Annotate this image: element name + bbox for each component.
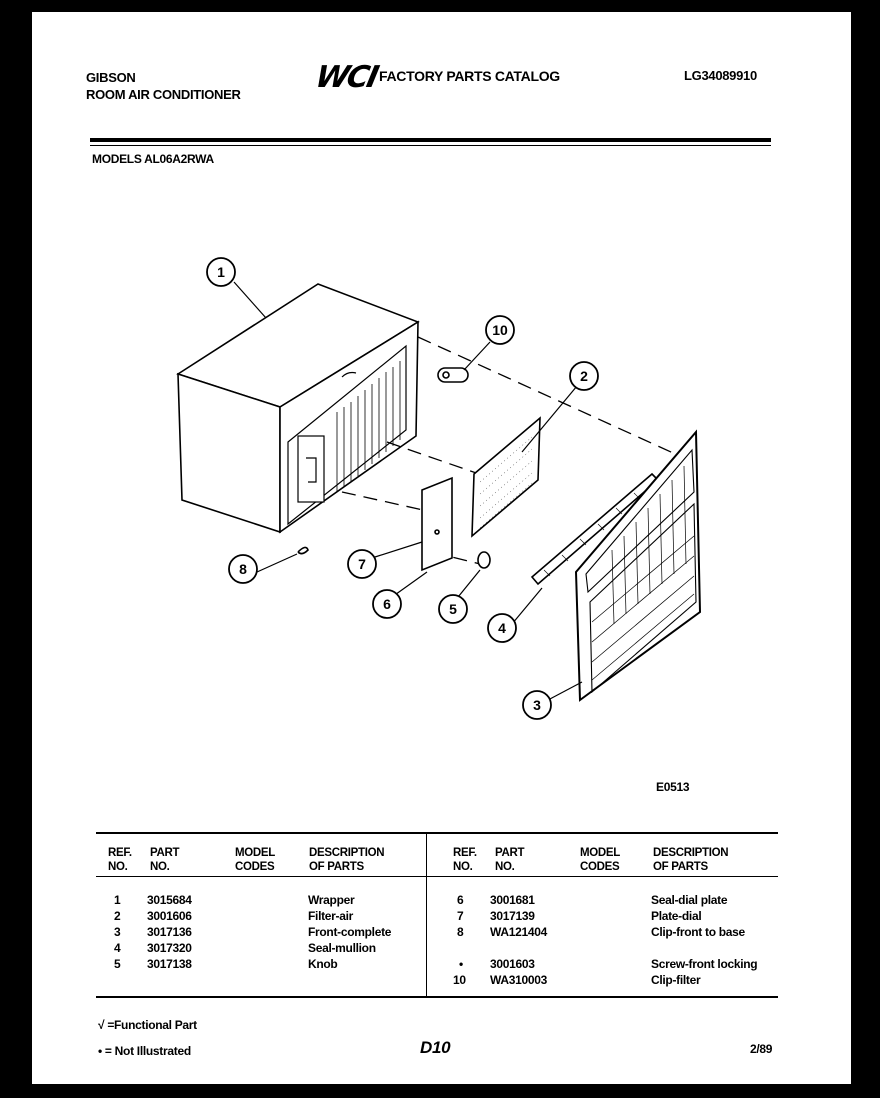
row-part: 3017138 <box>147 957 192 971</box>
brand-name: GIBSON <box>86 70 136 85</box>
table-divider <box>426 832 427 997</box>
product-type: ROOM AIR CONDITIONER <box>86 87 241 102</box>
row-ref: 1 <box>114 893 121 907</box>
knob-part <box>478 552 490 568</box>
page-code: D10 <box>420 1038 451 1057</box>
row-part: 3017139 <box>490 909 535 923</box>
table-bottom-rule <box>96 996 778 998</box>
row-desc: Front-complete <box>308 925 392 939</box>
callout-label-1: 1 <box>217 264 225 280</box>
leader-10 <box>464 342 490 370</box>
callout-label-2: 2 <box>580 368 588 384</box>
row-desc: Plate-dial <box>651 909 702 923</box>
row-ref: 6 <box>457 893 464 907</box>
row-desc: Clip-front to base <box>651 925 745 939</box>
callout-label-5: 5 <box>449 601 457 617</box>
row-desc: Clip-filter <box>651 973 701 987</box>
row-part: WA310003 <box>490 973 547 987</box>
catalog-number: LG34089910 <box>684 68 757 83</box>
wci-logo: WCI <box>312 60 381 95</box>
callout-label-6: 6 <box>383 596 391 612</box>
leader-3 <box>548 682 582 700</box>
callout-label-10: 10 <box>492 322 508 338</box>
row-ref: 4 <box>114 941 121 955</box>
table-top-rule <box>96 832 778 834</box>
row-desc: Screw-front locking <box>651 957 758 971</box>
row-desc: Seal-mullion <box>308 941 376 955</box>
callout-label-7: 7 <box>358 556 366 572</box>
catalog-title: FACTORY PARTS CATALOG <box>379 68 560 84</box>
clip-front-part <box>298 547 308 553</box>
row-desc: Knob <box>308 957 338 971</box>
leader-1 <box>234 282 266 318</box>
row-part: 3001681 <box>490 893 535 907</box>
not-illustrated-note: • = Not Illustrated <box>98 1044 191 1058</box>
ref-header: REF. NO. <box>453 847 477 873</box>
row-ref: 7 <box>457 909 464 923</box>
part-header: PART NO. <box>495 847 525 873</box>
desc-header: DESCRIPTION OF PARTS <box>309 847 385 873</box>
row-ref: • <box>459 957 463 971</box>
row-part: 3017136 <box>147 925 192 939</box>
row-part: 3001606 <box>147 909 192 923</box>
row-part: 3017320 <box>147 941 192 955</box>
functional-part-note: √ =Functional Part <box>98 1018 197 1032</box>
ref-header: REF. NO. <box>108 847 132 873</box>
models-label: MODELS AL06A2RWA <box>92 152 214 166</box>
revision-date: 2/89 <box>750 1042 773 1056</box>
clip-filter-part <box>438 368 468 382</box>
callout-label-8: 8 <box>239 561 247 577</box>
wrapper-part <box>178 284 418 532</box>
filter-air-part <box>472 418 540 536</box>
row-ref: 5 <box>114 957 121 971</box>
row-part: 3015684 <box>147 893 192 907</box>
row-desc: Wrapper <box>308 893 355 907</box>
callout-label-3: 3 <box>533 697 541 713</box>
row-desc: Filter-air <box>308 909 354 923</box>
table-header-rule <box>96 876 778 877</box>
row-ref: 8 <box>457 925 464 939</box>
plate-dial-part <box>422 478 452 570</box>
model-header: MODEL CODES <box>580 847 621 873</box>
part-header: PART NO. <box>150 847 180 873</box>
illustration-code: E0513 <box>656 780 690 794</box>
callout-label-4: 4 <box>498 620 506 636</box>
desc-header: DESCRIPTION OF PARTS <box>653 847 729 873</box>
catalog-page <box>32 12 851 1084</box>
front-complete-part <box>576 432 700 700</box>
row-part: 3001603 <box>490 957 535 971</box>
row-ref: 10 <box>453 973 466 987</box>
leader-4 <box>512 588 542 624</box>
row-desc: Seal-dial plate <box>651 893 728 907</box>
model-header: MODEL CODES <box>235 847 276 873</box>
row-ref: 2 <box>114 909 121 923</box>
exploded-parts-diagram <box>32 12 851 792</box>
leader-8 <box>257 554 297 572</box>
leader-7 <box>375 542 422 557</box>
leader-2 <box>522 386 577 452</box>
row-part: WA121404 <box>490 925 547 939</box>
row-ref: 3 <box>114 925 121 939</box>
